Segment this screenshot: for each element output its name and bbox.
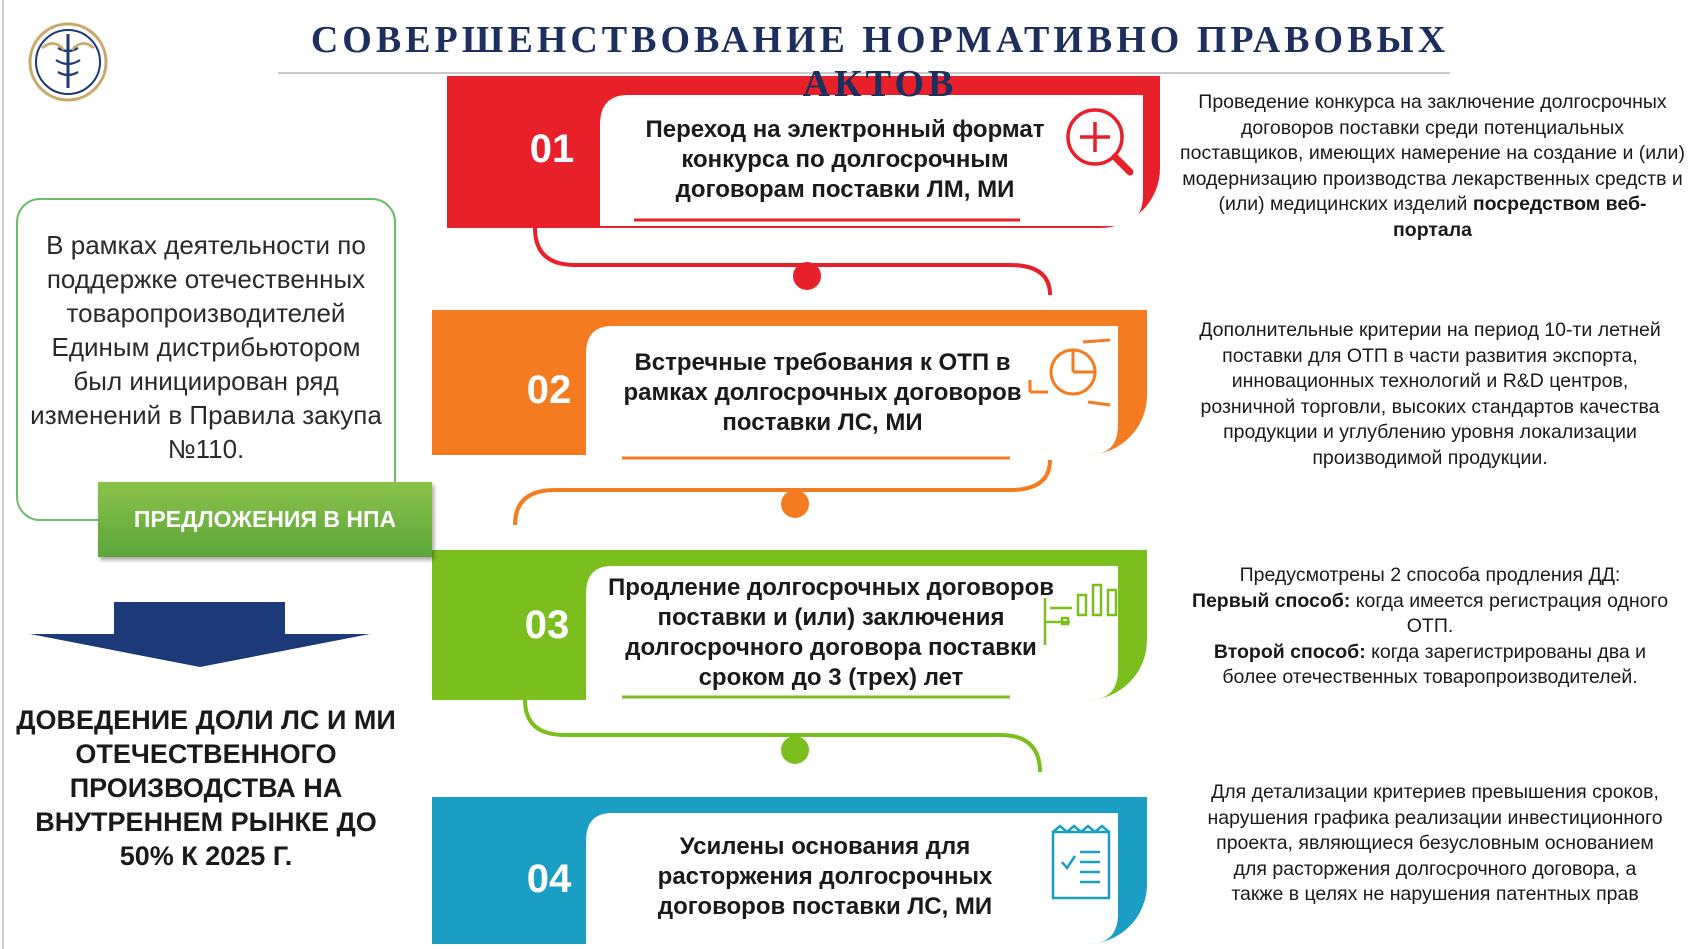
step-01-description-bold: посредством веб-портала [1393, 193, 1647, 241]
step-01-number: 01 [529, 127, 575, 171]
page-title: СОВЕРШЕНСТВОВАНИЕ НОРМАТИВНО ПРАВОВЫХ АКТОВ [310, 19, 1450, 105]
step-03-description-first [1185, 589, 1675, 640]
intro-text: В рамках деятельности по поддержке отечественных товаропроизводителей Единым дистрибьютором был инициирован ряд изменений в Правила закупа №110. [30, 230, 382, 464]
step-04-number: 04 [526, 857, 572, 901]
down-arrow [30, 602, 370, 667]
step-03-description-second [1185, 640, 1675, 691]
step-04-text: Усилены основания для расторжения долгосрочных договоров поставки ЛС, МИ [657, 833, 993, 920]
step-03-description-intro: Предусмотрены 2 способа продления ДД: [1239, 564, 1621, 586]
step-01-text: Переход на электронный формат конкурса по долгосрочным договорам поставки ЛМ, МИ [645, 116, 1045, 203]
step-03-first-text: когда имеется регистрация одного ОТП. [1355, 589, 1669, 637]
step-03-text: Продление долгосрочных договоров поставки и (или) заключения долгосрочного договора поставки сроком до 3 (трех) лет [607, 574, 1054, 691]
proposals-button[interactable]: ПРЕДЛОЖЕНИЯ В НПА [98, 482, 432, 557]
step-03-description [1185, 563, 1675, 691]
step-03-first-label: Первый способ: [1191, 589, 1351, 612]
step-02-text: Встречные требования к ОТП в рамках долгосрочных договоров поставки ЛС, МИ [623, 349, 1022, 436]
step-02-description: Дополнительные критерии на период 10-ти летней поставки для ОТП в части развития экспорта, инновационных технологий и R&D центров, розничной торговли, высоких стандартов качества продукции и углублению уровня локализации производимой продукции. [1199, 319, 1661, 469]
step-01-description-text: Проведение конкурса на заключение долгосрочных договоров поставки среди потенциальных поставщиков, имеющих намерение на создание и (или) модернизацию производства лекарственных средств и (или) медицинских изделий [1180, 91, 1685, 215]
step-04-description: Для детализации критериев превышения сроков, нарушения графика реализации инвестиционного проекта, являющиеся безусловным основанием для расторжения долгосрочного договора, а также в целях не нарушения патентных прав [1207, 781, 1663, 905]
step-03-number: 03 [524, 603, 570, 647]
step-03-second-label: Второй способ: [1213, 640, 1366, 663]
step-02-number: 02 [526, 368, 572, 412]
step-01-description [1180, 90, 1685, 243]
goal-text: ДОВЕДЕНИЕ ДОЛИ ЛС И МИ ОТЕЧЕСТВЕННОГО ПРОИЗВОДСТВА НА ВНУТРЕННЕМ РЫНКЕ ДО 50% К 2025 Г. [16, 705, 396, 871]
step-03-second-text: когда зарегистрированы два и более отечественных товаропроизводителей. [1222, 640, 1647, 688]
logo-emblem [30, 24, 106, 100]
